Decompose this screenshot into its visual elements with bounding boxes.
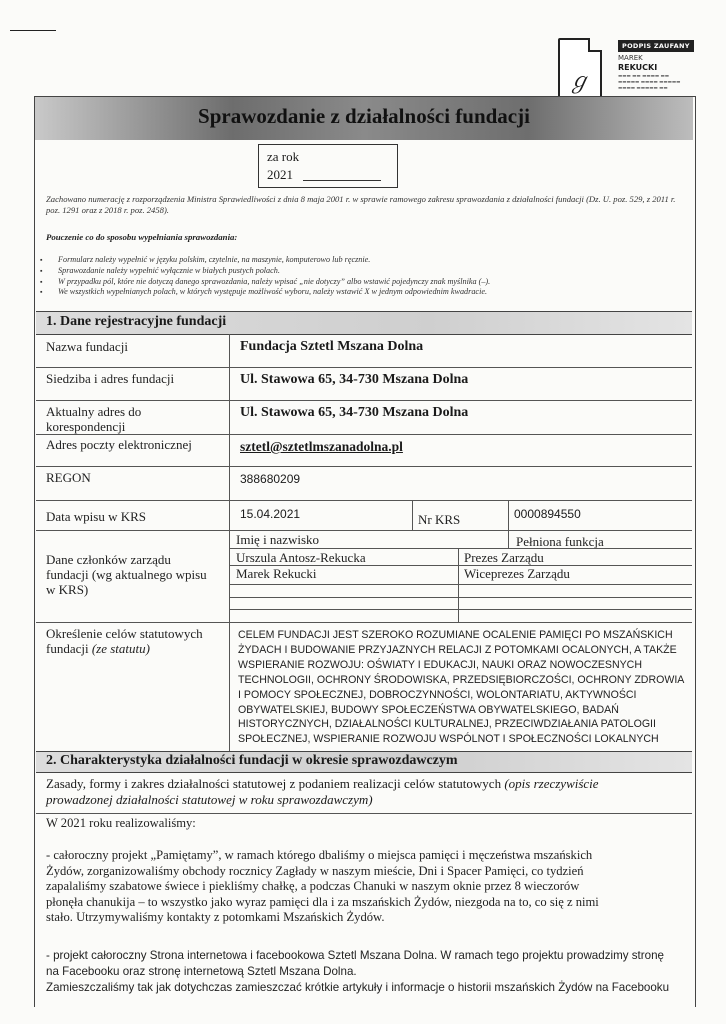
activity-paragraph-1[interactable]: - całoroczny projekt „Pamiętamy”, w ramach którego dbaliśmy o miejsca pamięci i męczeństwa mszańskich Żydów, zorganizowaliśmy obchody rocznicy Zagłady w naszym mieście, Dni i Spacer Pamięci, co tydzień zapalaliśmy szabatowe świece i piekliśmy chałkę, a podczas Chanuki w naszym oknie przez 8 wieczorów płonęła chanukija – to wszystko jako wyraz pamięci dla i za mszańskich Żydów, niezgoda na to, co się z nimi stało. Utrzymywaliśmy kontakty z potomkami Mszańskich Żydów. (46, 848, 599, 925)
regon-label: REGON (46, 470, 91, 485)
signer-last-name: REKUCKI (618, 63, 658, 72)
year-value[interactable]: 2021 (267, 167, 293, 182)
signed-document-icon: ℊ (558, 38, 602, 100)
goals-value[interactable]: CELEM FUNDACJI JEST SZEROKO ROZUMIANE OCALENIE PAMIĘCI PO MSZAŃSKICH ŻYDACH I BUDOWANIE PRZYJAZNYCH RELACJI Z POTOMKAMI OCALONYCH, A TAKŻE WSPIERANIE ROZWOJU: OŚWIATY I EDUKACJI, NAUKI ORAZ NOWOCZESNYCH TECHNOLOGII, OCHRONY ŚRODOWISKA, PRZEDSIĘBIORCZOŚCI, OCHRONY ZDROWIA I POMOCY SPOŁECZNEJ, DOBROCZYNNOŚCI, WOLONTARIATU, AKTYWNOŚCI OBYWATELSKIEJ, BUDOWY SPOŁECZEŃSTWA OBYWATELSKIEGO, BADAŃ HISTORYCZNYCH, DZIAŁALNOŚCI KULTURALNEJ, PRZECIWDZIAŁANIA PATOLOGII SPOŁECZNEJ, WSPIERANIE ROZWOJU WSPÓLNOT I SPOŁECZNOŚCI LOKALNYCH (238, 629, 685, 746)
board-member-name[interactable]: Urszula Antosz-Rekucka (236, 550, 366, 565)
list-item: ▪ W przypadku pól, które nie dotyczą danego sprawozdania, należy wpisać „nie dotyczy” albo wstawić pojedynczy znak myślnika (–). (40, 277, 680, 288)
activity-intro[interactable]: W 2021 roku realizowaliśmy: (46, 816, 196, 830)
activity-paragraph-2[interactable]: - projekt całoroczny Strona internetowa i facebookowa Sztetl Mszana Dolna. W ramach tego projektu prowadzimy stronę na Facebooku oraz stronę internetową Sztetl Mszana Dolna. Zamieszczaliśmy tak jak dotychczas zamieszczać krótkie artykuły i informacje o historii mszańskich Żydów na Facebooku (46, 949, 670, 994)
section-1-title: 1. Dane rejestracyjne fundacji (46, 314, 227, 329)
signer-first-name: MAREK (618, 54, 643, 62)
board-col-role: Pełniona funkcja (516, 534, 604, 549)
list-item: ▪ Sprawozdanie należy wypełnić wyłącznie w białych pustych polach. (40, 266, 680, 277)
name-value[interactable]: Fundacja Sztetl Mszana Dolna (240, 339, 424, 354)
scope-description: Zasady, formy i zakres działalności statutowej z podaniem realizacji celów statutowych (opis rzeczywiście prowadzonej działalności statutowej w roku sprawozdawczym) (46, 776, 599, 807)
board-member-role[interactable]: Prezes Zarządu (464, 550, 544, 565)
name-label: Nazwa fundacji (46, 339, 128, 354)
section-2-title: 2. Charakterystyka działalności fundacji w okresie sprawozdawczym (46, 753, 458, 768)
seat-value[interactable]: Ul. Stawowa 65, 34-730 Mszana Dolna (240, 372, 469, 387)
email-label: Adres poczty elektronicznej (46, 437, 192, 452)
board-member-name[interactable]: Marek Rekucki (236, 566, 317, 581)
krs-nr-value[interactable]: 0000894550 (514, 507, 581, 521)
section-2-header (36, 751, 692, 773)
goals-label: Określenie celów statutowych fundacji (ze statutu) (46, 626, 203, 656)
board-label: Dane członków zarządu fundacji (wg aktualnego wpisu w KRS) (46, 552, 207, 597)
page-title: Sprawozdanie z działalności fundacji (198, 104, 530, 128)
krs-date-label: Data wpisu w KRS (46, 509, 147, 524)
label-column-divider (229, 334, 230, 752)
seat-label: Siedziba i adres fundacji (46, 371, 175, 386)
trusted-signature-stamp (558, 36, 704, 102)
board-col-name: Imię i nazwisko (236, 532, 320, 547)
section-1-header (36, 311, 692, 335)
email-value[interactable]: sztetl@sztetlmszanadolna.pl (240, 439, 403, 454)
corr-label: Aktualny adres do korespondencji (46, 404, 142, 434)
krs-nr-label: Nr KRS (418, 512, 461, 527)
legal-note: Zachowano numerację z rozporządzenia Ministra Sprawiedliwości z dnia 8 maja 2001 r. w sprawie ramowego zakresu sprawozdania z działalności fundacji (Dz. U. poz. 529, z 2011 r. poz. 1291 oraz z 2018 r. poz. 2458). (46, 194, 676, 215)
signature-fine-print: ▬▬▬ ▬▬ ▬▬▬▬ ▬▬ ▬▬▬▬▬ ▬▬▬▬ ▬▬▬▬▬ ▬▬▬▬ ▬▬▬▬▬ ▬▬ (618, 74, 681, 91)
instructions-title: Pouczenie co do sposobu wypełniania sprawozdania: (46, 232, 238, 242)
instructions-list (40, 255, 680, 298)
board-member-role[interactable]: Wiceprezes Zarządu (464, 566, 570, 581)
corner-mark (10, 30, 56, 31)
regon-value[interactable]: 388680209 (240, 472, 301, 486)
year-box (258, 144, 398, 188)
year-label: za rok (267, 149, 300, 164)
signature-badge: PODPIS ZAUFANY (618, 40, 694, 52)
krs-date-value[interactable]: 15.04.2021 (240, 507, 301, 521)
corr-value[interactable]: Ul. Stawowa 65, 34-730 Mszana Dolna (240, 405, 469, 420)
list-item: ▪ We wszystkich wypełnianych polach, w których występuje możliwość wyboru, należy wstawić X w jednym odpowiednim kwadracie. (40, 287, 680, 298)
list-item: ▪ Formularz należy wypełnić w języku polskim, czytelnie, na maszynie, komputerowo lub ręcznie. (40, 255, 680, 266)
